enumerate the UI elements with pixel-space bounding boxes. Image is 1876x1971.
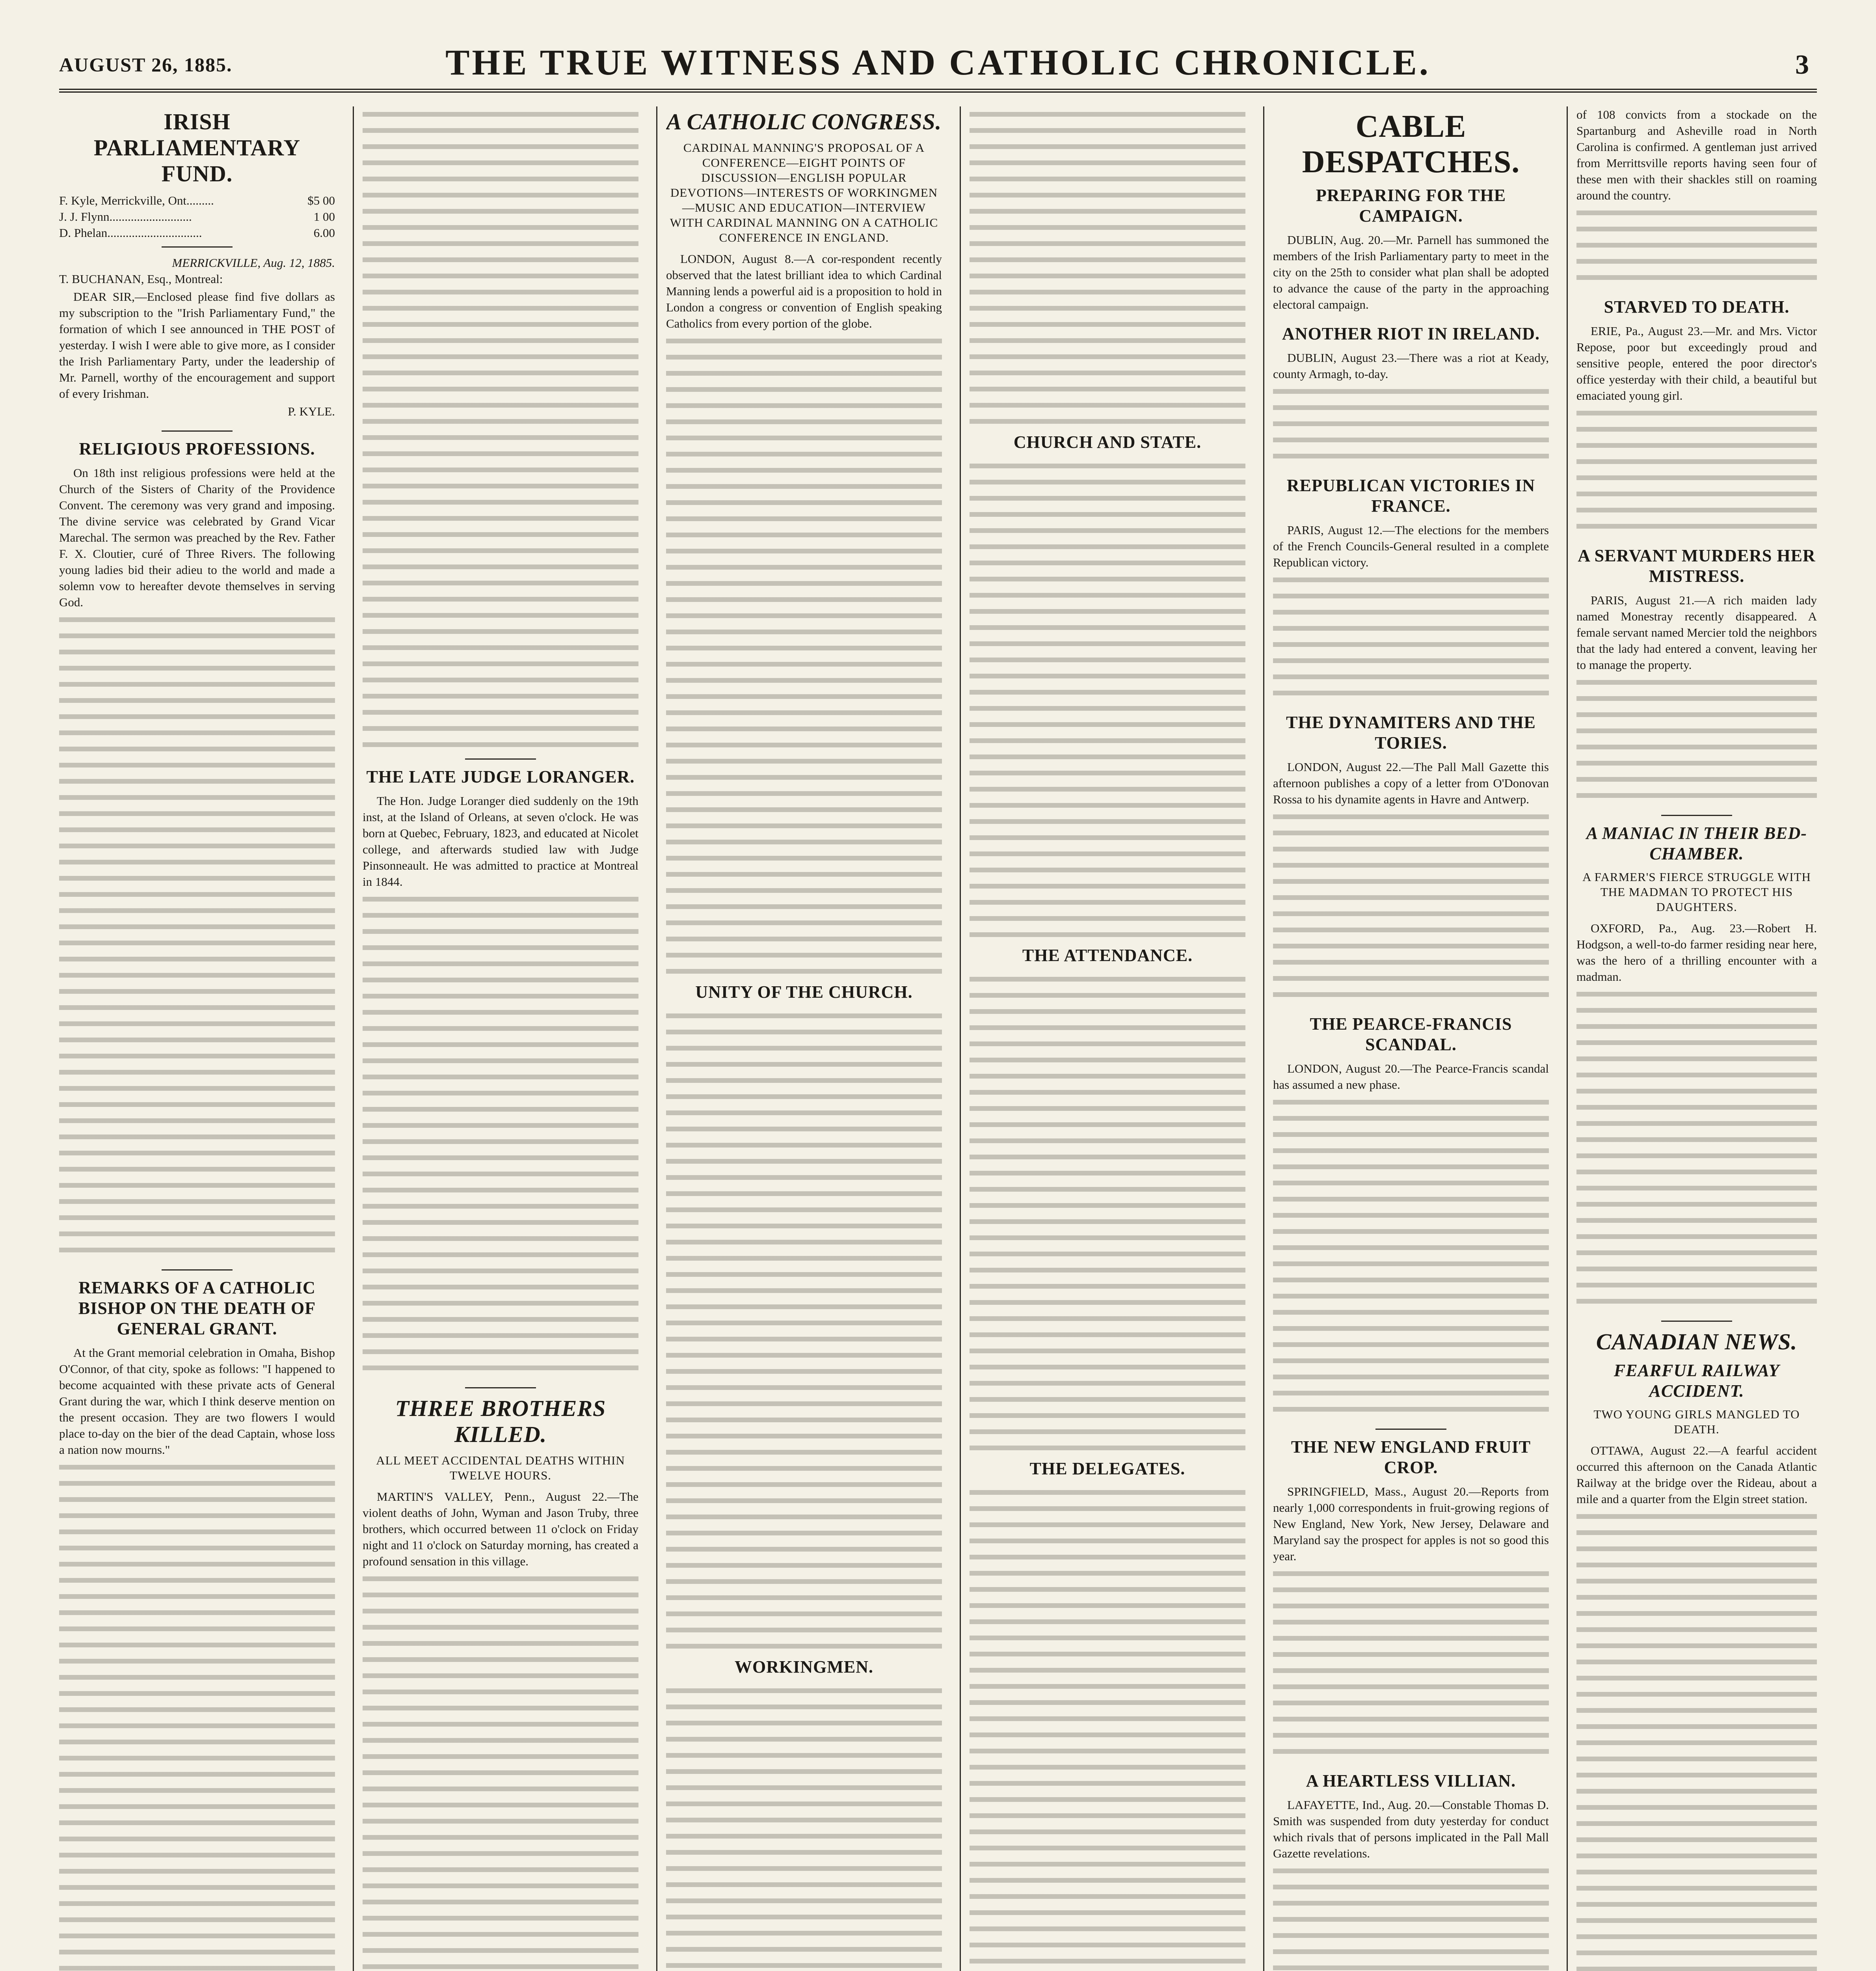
section-heading: WORKINGMEN. [735, 1657, 873, 1677]
ledger-row [59, 192, 335, 209]
newspaper-title: THE TRUE WITNESS AND CATHOLIC CHRONICLE. [445, 42, 1431, 82]
column-rule [656, 106, 657, 1971]
article-cable [1273, 185, 1549, 313]
masthead [59, 37, 1817, 93]
column-2 [363, 106, 638, 1971]
divider [465, 1387, 536, 1388]
divider [162, 430, 233, 432]
column-3 [666, 106, 942, 1971]
article-cable [1273, 712, 1549, 1003]
divider [1375, 1429, 1446, 1430]
article-subheading: TWO YOUNG GIRLS MANGLED TO DEATH. [1593, 1407, 1800, 1436]
divider [162, 246, 233, 248]
article-cable [1273, 1771, 1549, 1971]
ledger-name: D. Phelan............................... [59, 226, 202, 240]
letter-address: T. BUCHANAN, Esq., Montreal: [59, 272, 223, 286]
article-heading: THE LATE JUDGE LORANGER. [366, 767, 635, 786]
article-body: The Hon. Judge Loranger died suddenly on the 19th inst, at the Island of Orleans, at seven o'clock. He was born at Quebec, February, 1823, and educated at Nicolet college, and afterwards studied law with Judge Pinsonneault. He was admitted to practice at Montreal in 1844. [363, 794, 638, 889]
article-continued-text [1576, 1509, 1817, 1971]
article-heading: IRISH PARLIAMENTARY FUND. [93, 109, 301, 186]
ledger-amount: 1 00 [313, 210, 335, 224]
article-catholic-congress [666, 109, 942, 1971]
article-continued-text [59, 1459, 335, 1971]
column-rule [1567, 106, 1568, 1971]
article-heading: CANADIAN NEWS. [1596, 1329, 1798, 1354]
article-subheading: FEARFUL RAILWAY ACCIDENT. [1614, 1361, 1780, 1401]
section-heading: UNITY OF THE CHURCH. [695, 982, 913, 1002]
article-heading: REMARKS OF A CATHOLIC BISHOP ON THE DEATH OF GENERAL GRANT. [78, 1278, 316, 1338]
article-continued-text [1273, 572, 1549, 701]
article-body: On 18th inst religious professions were held at the Church of the Sisters of Charity of the Providence Convent. The ceremony was very grand and imposing. The divine service was celebrated by Grand Vicar Marechal. The sermon was preached by the Rev. Father F. X. Cloutier, curé of Three Rivers. The following young ladies bid their adieu to the world and made a solemn vow to hereafter devote themselves in serving God. [59, 466, 335, 609]
article-continued-text [666, 1683, 942, 1971]
article-heading: A HEARTLESS VILLIAN. [1306, 1771, 1516, 1790]
article-subheading: A FARMER'S FIERCE STRUGGLE WITH THE MADMAN TO PROTECT HIS DAUGHTERS. [1582, 870, 1811, 914]
article-continued-text [970, 106, 1245, 430]
article-continued-text [363, 106, 638, 753]
article-continued-text [1273, 809, 1549, 1003]
article-continued-text [666, 333, 942, 980]
column-6 [1576, 106, 1817, 1971]
ledger-name: J. J. Flynn........................... [59, 210, 192, 224]
article-convicts-cont [1576, 106, 1817, 286]
article-continued-text [1273, 1863, 1549, 1971]
letter-body: DEAR SIR,—Enclosed please find five dollars as my subscription to the "Irish Parliamentary Fund," the formation of which I see announced in THE POST of yesterday. I wish I were able to give more, as I consider the Irish Parliamentary Party, under the leadership of Mr. Parnell, worthy of the encouragement and support of every Irishman. [59, 290, 335, 401]
article-continued-text [1576, 205, 1817, 286]
article-continued-text [1576, 986, 1817, 1310]
fund-ledger [59, 192, 335, 241]
article-body: LONDON, August 22.—The Pall Mall Gazette this afternoon publishes a copy of a letter from O'Donovan Rossa to his dynamite agents in Havre and Antwerp. [1273, 760, 1549, 806]
article-continued-text [59, 612, 335, 1258]
article-body: DUBLIN, Aug. 20.—Mr. Parnell has summoned the members of the Irish Parliamentary party to meet in the city on the 25th to consider what plan shall be adopted to advance the cause of the party in the approaching electoral campaign. [1273, 233, 1549, 311]
article-body: OXFORD, Pa., Aug. 23.—Robert H. Hodgson, a well-to-do farmer residing near here, was the hero of a thrilling encounter with a madman. [1576, 921, 1817, 984]
article-continued-text [970, 971, 1245, 1456]
article-canadian-news [1576, 1329, 1817, 1971]
article-heading: A CATHOLIC CONGRESS. [666, 109, 942, 134]
article-continued-text [1576, 405, 1817, 535]
article-fruit-crop [1273, 1437, 1549, 1760]
article-continued-text [970, 1485, 1245, 1969]
section-heading: CABLE DESPATCHES. [1302, 109, 1520, 179]
article-heading: THE DYNAMITERS AND THE TORIES. [1286, 713, 1536, 753]
ledger-row [59, 209, 335, 225]
article-cable [1273, 475, 1549, 701]
article-heading: A MANIAC IN THEIR BED-CHAMBER. [1586, 823, 1807, 863]
article-subheading: ALL MEET ACCIDENTAL DEATHS WITHIN TWELVE HOURS. [376, 1453, 625, 1482]
column-rule [960, 106, 961, 1971]
article-continued-text [666, 1008, 942, 1654]
article-cable [1273, 1014, 1549, 1418]
article-heading: THE NEW ENGLAND FRUIT CROP. [1291, 1437, 1531, 1477]
divider [162, 1269, 233, 1271]
article-body: SPRINGFIELD, Mass., August 20.—Reports from nearly 1,000 correspondents in fruit-growing regions of New England, New York, New Jersey, Delaware and Maryland say the prospect for apples is not so good this year. [1273, 1485, 1549, 1563]
column-1 [59, 106, 335, 1971]
article-heading: STARVED TO DEATH. [1604, 297, 1790, 317]
article-body: PARIS, August 12.—The elections for the members of the French Councils-General resulted in a complete Republican victory. [1273, 523, 1549, 569]
article-continued-text [1576, 674, 1817, 804]
column-5 [1273, 106, 1549, 1971]
article-heading: RELIGIOUS PROFESSIONS. [79, 439, 315, 458]
article-body: ERIE, Pa., August 23.—Mr. and Mrs. Victor Repose, poor but exceedingly proud and sensitive people, entered the poor director's office yesterday with their child, a beautiful but emaciated young girl. [1576, 324, 1817, 402]
letter-dateline: MERRICKVILLE, Aug. 12, 1885. [172, 256, 335, 270]
article-subheading: CARDINAL MANNING'S PROPOSAL OF A CONFERENCE—EIGHT POINTS OF DISCUSSION—ENGLISH POPULAR DEVOTIONS—INTERESTS OF WORKINGMEN—MUSIC AND EDUCATION—INTERVIEW WITH CARDINAL MANNING ON A CATHOLIC CONFERENCE IN ENGLAND. [670, 141, 938, 244]
section-heading: THE DELEGATES. [1029, 1459, 1186, 1478]
article-body: PARIS, August 21.—A rich maiden lady named Monestray recently disappeared. A female servant named Mercier told the neighbors that the lady had entered a convent, leaving her to manage the property. [1576, 593, 1817, 672]
section-heading: CHURCH AND STATE. [1013, 432, 1202, 452]
article-judge-loranger [363, 767, 638, 1376]
article-heading: A SERVANT MURDERS HER MISTRESS. [1578, 546, 1816, 586]
article-continued-text [363, 891, 638, 1376]
article-continued-text [363, 1571, 638, 1971]
article-heading: PREPARING FOR THE CAMPAIGN. [1316, 186, 1506, 225]
article-starved [1576, 297, 1817, 535]
divider [465, 758, 536, 760]
article-heading: THREE BROTHERS KILLED. [395, 1395, 606, 1447]
column-rule [1263, 106, 1264, 1971]
article-body: OTTAWA, August 22.—A fearful accident occurred this afternoon on the Canada Atlantic Railway at the bridge over the Rideau, about a mile and a quarter from the Elgin street station. [1576, 1444, 1817, 1506]
page-number: 3 [1795, 50, 1809, 80]
article-servant [1576, 546, 1817, 804]
article-body: At the Grant memorial celebration in Omaha, Bishop O'Connor, of that city, spoke as follows: "I happened to become acquainted with these private acts of General Grant during the war, which I think deserve mention on the present occasion. They are two flowers I would place to-day on the bier of the dead Captain, whose loss a nation now mourns." [59, 1346, 335, 1457]
article-body: DUBLIN, August 23.—There was a riot at Keady, county Armagh, to-day. [1273, 351, 1549, 381]
article-heading: THE PEARCE-FRANCIS SCANDAL. [1310, 1014, 1512, 1054]
article-heading: REPUBLICAN VICTORIES IN FRANCE. [1286, 476, 1535, 516]
column-rule [353, 106, 354, 1971]
article-continued-text [1273, 1566, 1549, 1760]
article-continued-text [1273, 384, 1549, 464]
section-heading: THE ATTENDANCE. [1022, 946, 1193, 965]
article-body: MARTIN'S VALLEY, Penn., August 22.—The violent deaths of John, Wyman and Jason Truby, three brothers, which occurred between 11 o'clock on Friday night and 11 o'clock on Saturday morning, has created a profound sensation in this village. [363, 1490, 638, 1568]
article-heading: ANOTHER RIOT IN IRELAND. [1282, 324, 1540, 343]
divider [1661, 815, 1732, 816]
article-body: of 108 convicts from a stockade on the Spartanburg and Asheville road in North Carolina is confirmed. A gentleman just arrived from Merrittsville reports having seen four of these men with their shackles still on roaming around the country. [1576, 108, 1817, 202]
ledger-amount: $5 00 [307, 194, 335, 207]
ledger-name: F. Kyle, Merrickville, Ont......... [59, 194, 214, 207]
article-continued-text [970, 458, 1245, 943]
divider [1661, 1321, 1732, 1322]
column-4 [970, 106, 1245, 1971]
article-cable [1273, 324, 1549, 464]
ledger-amount: 6.00 [313, 226, 335, 240]
article-religious-professions [59, 439, 335, 1258]
issue-date: AUGUST 26, 1885. [59, 54, 233, 76]
article-three-brothers [363, 1395, 638, 1971]
letter-signature: P. KYLE. [288, 404, 335, 418]
article-body: LAFAYETTE, Ind., Aug. 20.—Constable Thomas D. Smith was suspended from duty yesterday for conduct which rivals that of persons implicated in the Pall Mall Gazette revelations. [1273, 1798, 1549, 1860]
article-continued-text [1273, 1094, 1549, 1418]
article-body: LONDON, August 20.—The Pearce-Francis scandal has assumed a new phase. [1273, 1062, 1549, 1092]
article-body: LONDON, August 8.—A cor-respondent recently observed that the latest brilliant idea to which Cardinal Manning lends a powerful aid is a proposition to hold in London a congress or convention of English speaking Catholics from every portion of the globe. [666, 252, 942, 330]
article-bishop-remarks [59, 1278, 335, 1971]
ledger-row [59, 225, 335, 241]
article-irish-fund [59, 109, 335, 419]
article-maniac [1576, 823, 1817, 1310]
